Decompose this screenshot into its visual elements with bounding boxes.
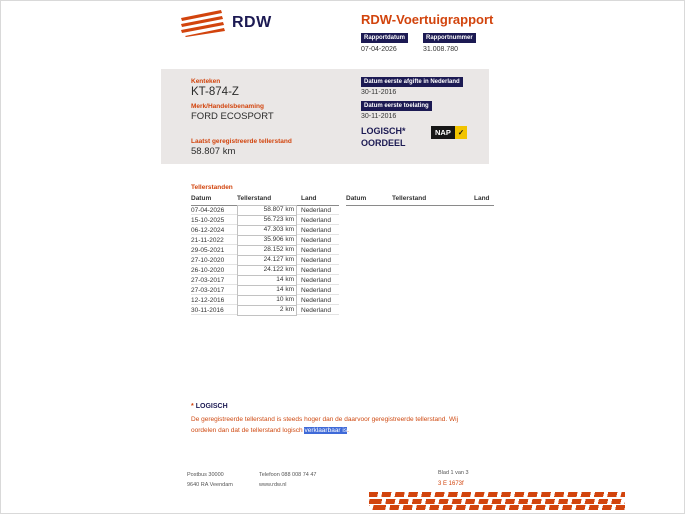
stripe-band [369,492,625,497]
kenteken-value: KT-874-Z [191,86,239,98]
eerste-afgifte-label: Datum eerste afgifte in Nederland [361,77,463,87]
row-land: Nederland [301,266,331,274]
tellerstanden-header-right [346,195,494,206]
column-header-land: Land [301,195,317,202]
row-tellerstand: 24.122 km [237,265,297,276]
table-row [191,305,339,315]
column-header-land: Land [474,195,490,202]
row-land: Nederland [301,236,331,244]
row-datum: 29-05-2021 [191,246,225,254]
column-header-datum: Datum [191,195,212,202]
table-row [191,215,339,225]
row-datum: 27-10-2020 [191,256,225,264]
rdw-flag-icon [179,9,225,37]
row-datum: 27-03-2017 [191,276,225,284]
nap-check-icon: ✓ [455,126,467,139]
table-row [191,225,339,235]
rdw-logo [179,9,272,37]
row-tellerstand: 2 km [237,305,297,316]
row-tellerstand: 28.152 km [237,245,297,256]
eerste-toelating-value: 30-11-2016 [361,113,397,120]
table-row [191,295,339,305]
table-row [191,245,339,255]
footer-contact [259,470,317,491]
table-row [191,275,339,285]
table-row [191,285,339,295]
row-datum: 06-12-2024 [191,226,225,234]
footnote-text-before: De geregistreerde tellerstand is steeds hoger dan de daarvoor geregistreerde tellerstand. Wij oordelen dan dat de tellerstand logisch [191,416,459,435]
row-datum: 26-10-2020 [191,266,225,274]
footer-page-indicator: Blad 1 van 3 [438,470,469,476]
row-land: Nederland [301,256,331,264]
row-land: Nederland [301,296,331,304]
tellerstanden-section-title: Tellerstanden [191,184,233,191]
eerste-toelating-label: Datum eerste toelating [361,101,432,111]
row-land: Nederland [301,226,331,234]
row-tellerstand: 56.723 km [237,215,297,226]
footnote-title-word: LOGISCH [195,403,228,410]
footer-address-line2: 9640 RA Veendam [187,482,233,489]
row-tellerstand: 14 km [237,275,297,286]
table-row [191,265,339,275]
column-header-datum: Datum [346,195,367,202]
footnote-highlighted-text: verklaarbaar is [304,427,348,435]
footnote-title [191,403,228,410]
kenteken-label: Kenteken [191,78,221,85]
row-land: Nederland [301,246,331,254]
table-row [191,255,339,265]
row-land: Nederland [301,216,331,224]
merk-value: FORD ECOSPORT [191,111,274,122]
row-land: Nederland [301,206,331,214]
laatste-tellerstand-value: 58.807 km [191,146,236,157]
column-header-tellerstand: Tellerstand [392,195,427,202]
row-land: Nederland [301,306,331,314]
row-tellerstand: 10 km [237,295,297,306]
row-tellerstand: 35.906 km [237,235,297,246]
rapportdatum-value: 07-04-2026 [361,46,397,53]
footer-address [187,470,233,491]
report-title: RDW-Voertuigrapport [361,12,494,27]
row-datum: 27-03-2017 [191,286,225,294]
eerste-afgifte-value: 30-11-2016 [361,89,397,96]
rapportnummer-label: Rapportnummer [423,33,476,43]
footnote-text [191,414,479,436]
oordeel-line1: LOGISCH* [361,126,406,136]
footer-website-link[interactable]: www.rdw.nl [259,482,287,489]
footer-phone: Telefoon 088 008 74 47 [259,472,317,478]
row-datum: 30-11-2016 [191,306,224,314]
rapportdatum-label: Rapportdatum [361,33,408,43]
footer-doc-code: 3 E 1673f [438,481,464,487]
row-datum: 12-12-2016 [191,296,225,304]
meter-rows [191,205,339,315]
merk-label: Merk/Handelsbenaming [191,103,264,110]
nap-logo-text: NAP [431,126,455,139]
row-land: Nederland [301,286,331,294]
table-row [191,205,339,215]
row-tellerstand: 24.127 km [237,255,297,266]
row-tellerstand: 47.303 km [237,225,297,236]
footer-address-line1: Postbus 30000 [187,472,224,478]
row-land: Nederland [301,276,331,284]
row-tellerstand: 58.807 km [237,205,297,216]
rdw-logo-text: RDW [232,14,272,31]
stripe-band [369,499,625,504]
row-datum: 07-04-2026 [191,206,225,214]
row-datum: 15-10-2025 [191,216,225,224]
footnote-asterisk: * [191,403,194,410]
column-header-tellerstand: Tellerstand [237,195,272,202]
laatste-tellerstand-label: Laatst geregistreerde tellerstand [191,138,292,145]
stripe-band [369,505,625,510]
oordeel-line2: OORDEEL [361,138,406,148]
rapportnummer-value: 31.008.780 [423,46,459,53]
table-row [191,235,339,245]
row-tellerstand: 14 km [237,285,297,296]
footnote-text-after: . [347,427,349,435]
vehicle-summary-panel [161,69,489,164]
footer-stripes-decoration [369,492,625,512]
row-datum: 21-11-2022 [191,236,224,244]
nap-logo [431,126,467,139]
